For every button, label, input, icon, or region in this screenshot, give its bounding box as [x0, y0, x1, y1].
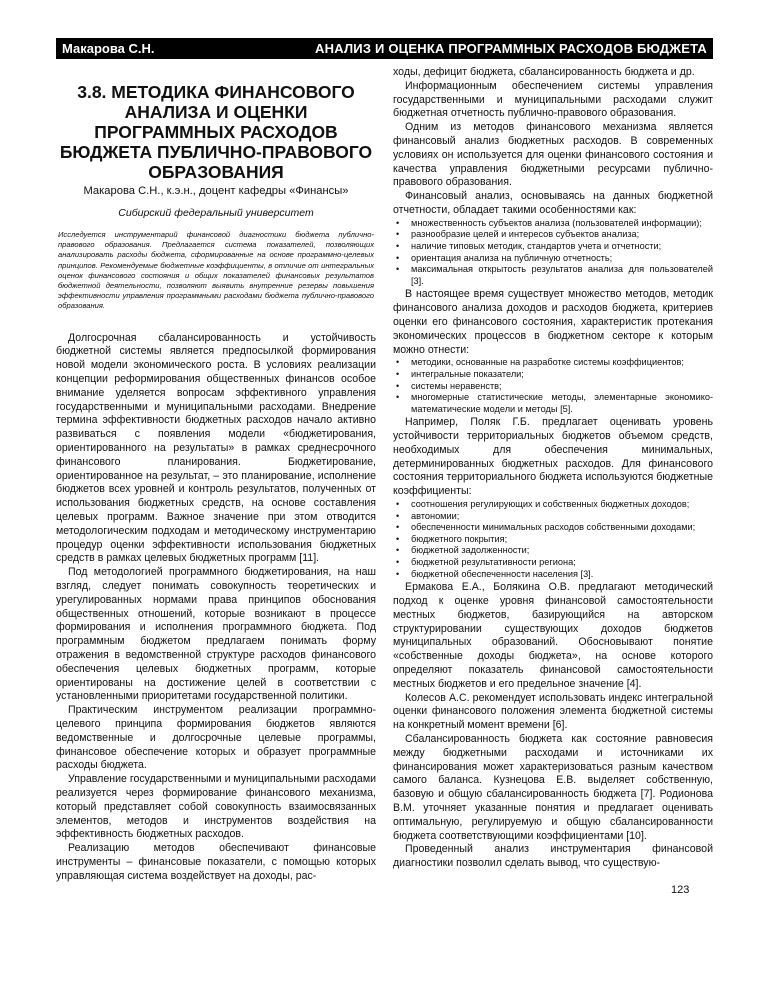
author-line: Макарова С.Н., к.э.н., доцент кафедры «Финансы»: [83, 185, 349, 197]
list-item: • бюджетной обеспеченности населения [3].: [393, 569, 713, 581]
list-item: • системы неравенств;: [393, 381, 713, 393]
list-item: • разнообразие целей и интересов субъектов анализа;: [393, 229, 713, 241]
list-item: • бюджетной результативности региона;: [393, 557, 713, 569]
paragraph: Проведенный анализ инструментария финансовой диагностики позволил сделать вывод, что существую-: [393, 843, 713, 870]
bullet-list: [393, 218, 713, 288]
paragraph: Колесов А.С. рекомендует использовать индекс интегральной оценки финансового положения элемента бюджетной системы на конкретный момент времени [6].: [393, 691, 713, 732]
list-item: • бюджетной задолженности;: [393, 545, 713, 557]
paragraph: Информационным обеспечением системы управления государственными и муниципальными расходами служит бюджетная отчетность публично-правового образования.: [393, 79, 713, 120]
paragraph: Под методологией программного бюджетирования, на наш взгляд, следует понимать совокупность теоретических и урегулированных нормами права принципов обоснования общественных отношений, которые возникают в процессе формирования и исполнения программного бюджета. Под программным бюджетом предлагаем понимать форму отражения в ведомственной структуре расходов финансового обеспечения целевых бюджетных программ, которые ориентированы на достижение целей в соответствии с установленными приоритетами государственной политики.: [56, 566, 376, 703]
list-item: • методики, основанные на разработке системы коэффициентов;: [393, 357, 713, 369]
list-item: • ориентация анализа на публичную отчетность;: [393, 253, 713, 265]
list-item: • обеспеченности минимальных расходов собственными доходами;: [393, 522, 713, 534]
paragraph: Одним из методов финансового механизма является финансовый анализ бюджетных расходов. В современных условиях он используется для оценки финансового состояния и качества управления бюджетными ресурсами публично-правового образования.: [393, 121, 713, 189]
list-item: • многомерные статистические методы, элементарные экономико-математические модели и методы [5].: [393, 392, 713, 415]
paragraph: Долгосрочная сбалансированность и устойчивость бюджетной системы является предпосылкой формирования новой модели экономического роста. В условиях реализации концепции реформирования общественных финансов особое внимание уделяется вопросам эффективного управления государственными и муниципальными расходами. Внедрение термина эффективности бюджетных расходов начало активно развиваться с появления модели «бюджетирования, ориентированного на результаты» в рамках среднесрочного финансового планирования. Бюджетирование, ориентированное на результат, – это планирование, исполнение бюджетов всех уровней и контроль результатов, полученных от использования бюджетных средств, на основе составления целевых программ. Важное значение при этом отводится методологическим подходам и методическому инструментарию процедур оценки эффективности использования бюджетных средств в рамках целевых бюджетных программ [11].: [56, 331, 376, 565]
right-column: [393, 66, 713, 871]
list-item: • максимальная открытость результатов анализа для пользователей [3].: [393, 264, 713, 287]
abstract: Исследуется инструментарий финансовой диагностики бюджета публично-правового образования. Предлагается система показателей, позволяющих анализировать расходы бюджета, сформированные на основе программно-целевых принципов. Рекомендуемые бюджетные коэффициенты, в отличие от интегральных оценок финансового состояния и общих показателей финансовых результатов бюджетной деятельности, позволяют выявить внутренние резервы повышения эффективности управления программными расходами бюджета публично-правового образования.: [58, 230, 374, 311]
page-number: 123: [671, 884, 690, 896]
list-item: • интегральные показатели;: [393, 369, 713, 381]
list-item: • наличие типовых методик, стандартов учета и отчетности;: [393, 241, 713, 253]
header-author: Макарова С.Н.: [62, 41, 155, 56]
paragraph: Финансовый анализ, основываясь на данных бюджетной отчетности, обладает такими особенностями как:: [393, 190, 713, 216]
running-header: [56, 38, 713, 59]
affiliation: Сибирский федеральный университет: [118, 207, 314, 219]
paragraph: Реализацию методов обеспечивают финансовые инструменты – финансовые показатели, с помощью которых управляющая система воздействует на доходы, рас-: [56, 842, 376, 882]
paragraph: Управление государственными и муниципальными расходами реализуется через формирование финансового механизма, который представляет собой совокупность взаимосвязанных элементов, методов и инструментов воздействия на эффективность бюджетных расходов.: [56, 773, 377, 841]
left-column: [56, 66, 376, 884]
list-item: • автономии;: [393, 511, 713, 523]
header-running-title: АНАЛИЗ И ОЦЕНКА ПРОГРАММНЫХ РАСХОДОВ БЮДЖЕТА: [315, 41, 707, 56]
list-item: • бюджетного покрытия;: [393, 534, 713, 546]
bullet-list: [393, 357, 713, 415]
paragraph: Например, Поляк Г.Б. предлагает оценивать уровень устойчивости территориальных бюджетов объемом средств, необходимых для обеспечения минимальных, детерминированных бюджетных расходов. Для финансового состояния территориального бюджета используются бюджетные коэффициенты:: [393, 416, 713, 498]
article-title: 3.8. МЕТОДИКА ФИНАНСОВОГО АНАЛИЗА И ОЦЕНКИ ПРОГРАММНЫХ РАСХОДОВ БЮДЖЕТА ПУБЛИЧНО-ПРАВОВОГО ОБРАЗОВАНИЯ: [59, 82, 373, 182]
paragraph: Сбалансированность бюджета как состояние равновесия между бюджетными расходами и источниками их финансирования может характеризоваться разным качеством самого баланса. Кузнецова Е.В. выделяет собственную, базовую и общую сбалансированность бюджета [7]. Родионова В.М. уточняет указанные понятия и предлагает оценивать оптимальную, регулируемую и общую сбалансированности бюджета соответствующими коэффициентами [10].: [393, 732, 713, 842]
paragraph: ходы, дефицит бюджета, сбалансированность бюджета и др.: [393, 66, 695, 78]
paragraph: Ермакова Е.А., Болякина О.В. предлагают методический подход к оценке уровня финансовой самостоятельности местных бюджетов, базирующийся на авторском структурировании существующих доходов бюджетов муниципальных образований. Обосновывают понятие «собственные доходы бюджета», на основе которого определяют показатель финансовой самостоятельности местных бюджетов и его предельное значение [4].: [393, 581, 713, 690]
paragraph: В настоящее время существует множество методов, методик финансового анализа доходов и расходов бюджета, критериев оценки его финансового состояния, характеристик протекания экономических процессов в бюджетном секторе к которым можно отнести:: [393, 288, 713, 356]
list-item: • соотношения регулирующих и собственных бюджетных доходов;: [393, 499, 713, 511]
list-item: • множественность субъектов анализа (пользователей информации);: [393, 218, 713, 230]
bullet-list: [393, 499, 713, 580]
paragraph: Практическим инструментом реализации программно-целевого принципа формирования бюджетов являются ведомственные и долгосрочные целевые программы, финансовое обеспечение которых и образует программные расходы бюджета.: [56, 704, 376, 772]
